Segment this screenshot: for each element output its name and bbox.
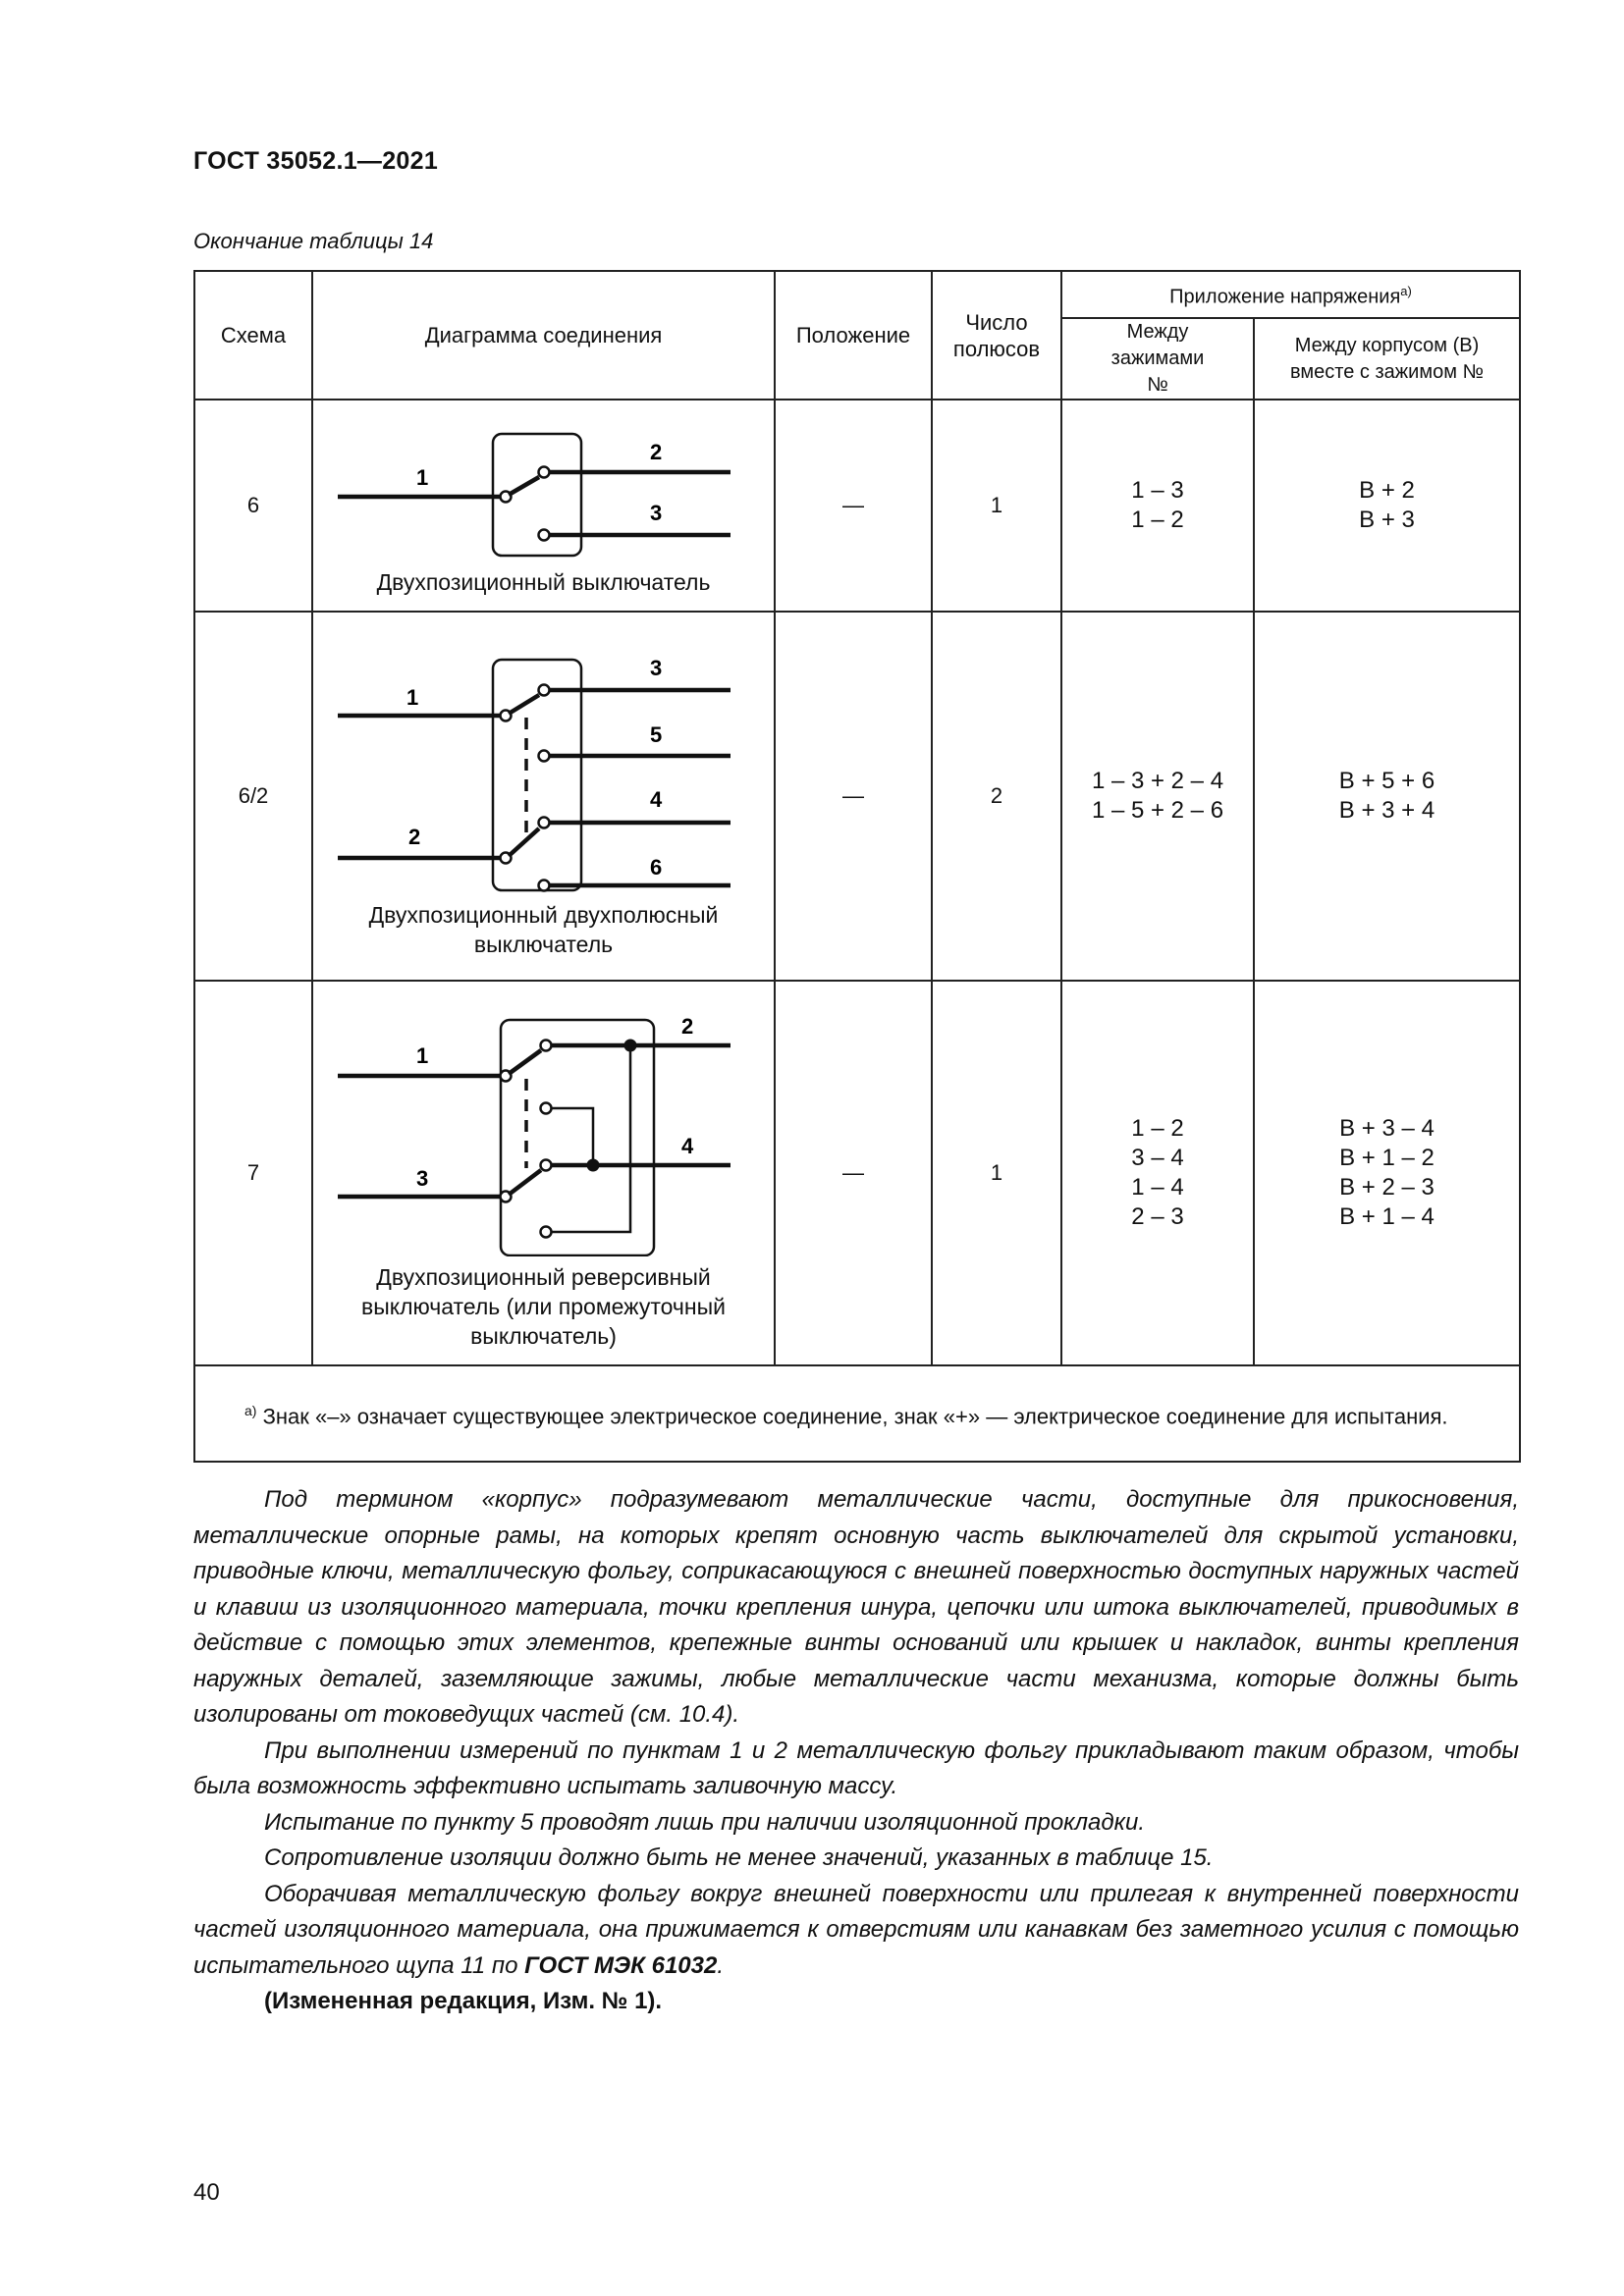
scheme-cell: 6/2	[194, 612, 312, 981]
table-footnote	[194, 1365, 1520, 1462]
terminal-label: 1	[415, 465, 428, 490]
terminal-label: 6	[649, 854, 662, 880]
body-text	[193, 1482, 1519, 2020]
terminal-label: 3	[649, 501, 662, 525]
diagram-caption: Двухпозиционный двухполюсный выключатель	[368, 901, 719, 957]
document-header: ГОСТ 35052.1—2021	[193, 147, 439, 175]
amendment-note: (Измененная редакция, Изм. № 1).	[264, 1988, 663, 2014]
table-row	[194, 400, 1520, 612]
table-row	[194, 612, 1520, 981]
single-pole-switch-diagram	[338, 414, 750, 561]
header-position: Положение	[775, 271, 932, 400]
poles-cell: 1	[932, 981, 1061, 1365]
diagram-caption: Двухпозиционный выключатель	[376, 569, 711, 595]
diagram-cell	[312, 400, 775, 612]
double-pole-switch-diagram	[338, 634, 750, 894]
header-voltage-text: Приложение напряжения	[1169, 286, 1401, 308]
position-cell: —	[775, 612, 932, 981]
terminal-label: 2	[407, 824, 420, 849]
poles-cell: 1	[932, 400, 1061, 612]
paragraph-text: Оборачивая металлическую фольгу вокруг внешней поверхности или прилегая к внутренней поверхности частей изоляционного материала, она прижимается к отверстиям или канавкам без заметного усилия с помощью испытательного щупа 11 по	[193, 1880, 1519, 1979]
between-terminals-cell	[1061, 400, 1254, 612]
paragraph-end: .	[717, 1951, 725, 1979]
value-line: B + 2	[1359, 477, 1415, 504]
terminal-label: 1	[415, 1042, 428, 1068]
value-line: 1 – 3 + 2 – 4	[1091, 768, 1224, 794]
header-poles-text: Число полюсов	[952, 309, 1041, 361]
between-terminals-cell	[1061, 612, 1254, 981]
scheme-cell: 6	[194, 400, 312, 612]
position-cell: —	[775, 400, 932, 612]
diagram-cell	[312, 981, 775, 1365]
header-between-body	[1254, 318, 1520, 400]
poles-cell: 2	[932, 612, 1061, 981]
paragraph: При выполнении измерений по пунктам 1 и 2 металлическую фольгу прикладывают таким образом, чтобы была возможность эффективно испытать заливочную массу.	[193, 1736, 1519, 1799]
header-scheme: Схема	[194, 271, 312, 400]
header-voltage-application	[1061, 271, 1520, 318]
value-line: B + 3 + 4	[1338, 797, 1435, 824]
terminal-label: 2	[680, 1013, 693, 1039]
between-body-cell	[1254, 612, 1520, 981]
value-line: B + 3 – 4	[1339, 1115, 1435, 1142]
diagram-cell	[312, 612, 775, 981]
position-cell: —	[775, 981, 932, 1365]
value-line: 2 – 3	[1131, 1203, 1184, 1230]
footnote-text: Знак «–» означает существующее электрическое соединение, знак «+» — электрическое соединение для испытания.	[262, 1404, 1448, 1429]
value-line: 1 – 2	[1131, 1115, 1184, 1142]
terminal-label: 5	[649, 721, 662, 747]
reversing-switch-diagram	[338, 996, 750, 1256]
paragraph: Сопротивление изоляции должно быть не менее значений, указанных в таблице 15.	[264, 1844, 1214, 1871]
value-line: B + 3	[1359, 507, 1415, 533]
between-body-cell	[1254, 981, 1520, 1365]
paragraph	[193, 1877, 1519, 1985]
between-body-cell	[1254, 400, 1520, 612]
value-line: 1 – 3	[1131, 477, 1184, 504]
value-line: B + 5 + 6	[1338, 768, 1435, 794]
terminal-label: 4	[649, 786, 662, 812]
value-line: 1 – 4	[1131, 1174, 1184, 1201]
page-number: 40	[193, 2179, 220, 2206]
header-between-terminals-text: Между зажимами №	[1110, 321, 1205, 396]
scheme-cell: 7	[194, 981, 312, 1365]
terminal-label: 3	[649, 655, 662, 680]
paragraph: Под термином «корпус» подразумевают металлические части, доступные для прикосновения, металлические опорные рамы, на которых крепят основную часть выключателей для скрытой установки, приводные ключи, металлическую фольгу, соприкасающуюся с внешней поверхностью доступных наружных частей и клавиш из изоляционного материала, точки крепления шнура, цепочки или штока выключателей, приводимых в действие с помощью этих элементов, крепежные винты оснований или крышек и накладок, винты крепления наружных деталей, заземляющие зажимы, любые металлические части механизма, которые должны быть изолированы от токоведущих частей (см. 10.4).	[193, 1486, 1519, 1728]
table-14	[193, 270, 1521, 1463]
value-line: B + 2 – 3	[1339, 1174, 1435, 1201]
value-line: 1 – 2	[1131, 507, 1184, 533]
value-line: B + 1 – 4	[1339, 1203, 1435, 1230]
table-row	[194, 981, 1520, 1365]
value-line: 3 – 4	[1131, 1145, 1184, 1171]
diagram-caption: Двухпозиционный реверсивный выключатель (или промежуточный выключатель)	[361, 1263, 726, 1349]
footnote-mark: а)	[244, 1402, 257, 1418]
header-between-body-text: Между корпусом (B) вместе с зажимом №	[1290, 334, 1484, 383]
header-poles	[932, 271, 1061, 400]
terminal-label: 1	[406, 684, 418, 710]
table-caption: Окончание таблицы 14	[193, 229, 434, 253]
between-terminals-cell	[1061, 981, 1254, 1365]
header-between-terminals	[1061, 318, 1254, 400]
value-line: 1 – 5 + 2 – 6	[1091, 797, 1224, 824]
terminal-label: 4	[680, 1133, 693, 1158]
paragraph: Испытание по пункту 5 проводят лишь при наличии изоляционной прокладки.	[264, 1808, 1146, 1836]
standard-reference: ГОСТ МЭК 61032	[524, 1951, 718, 1979]
terminal-label: 3	[415, 1165, 428, 1191]
header-diagram: Диаграмма соединения	[312, 271, 775, 400]
header-footnote-mark: а)	[1400, 284, 1412, 299]
terminal-label: 2	[649, 440, 662, 464]
value-line: B + 1 – 2	[1339, 1145, 1435, 1171]
